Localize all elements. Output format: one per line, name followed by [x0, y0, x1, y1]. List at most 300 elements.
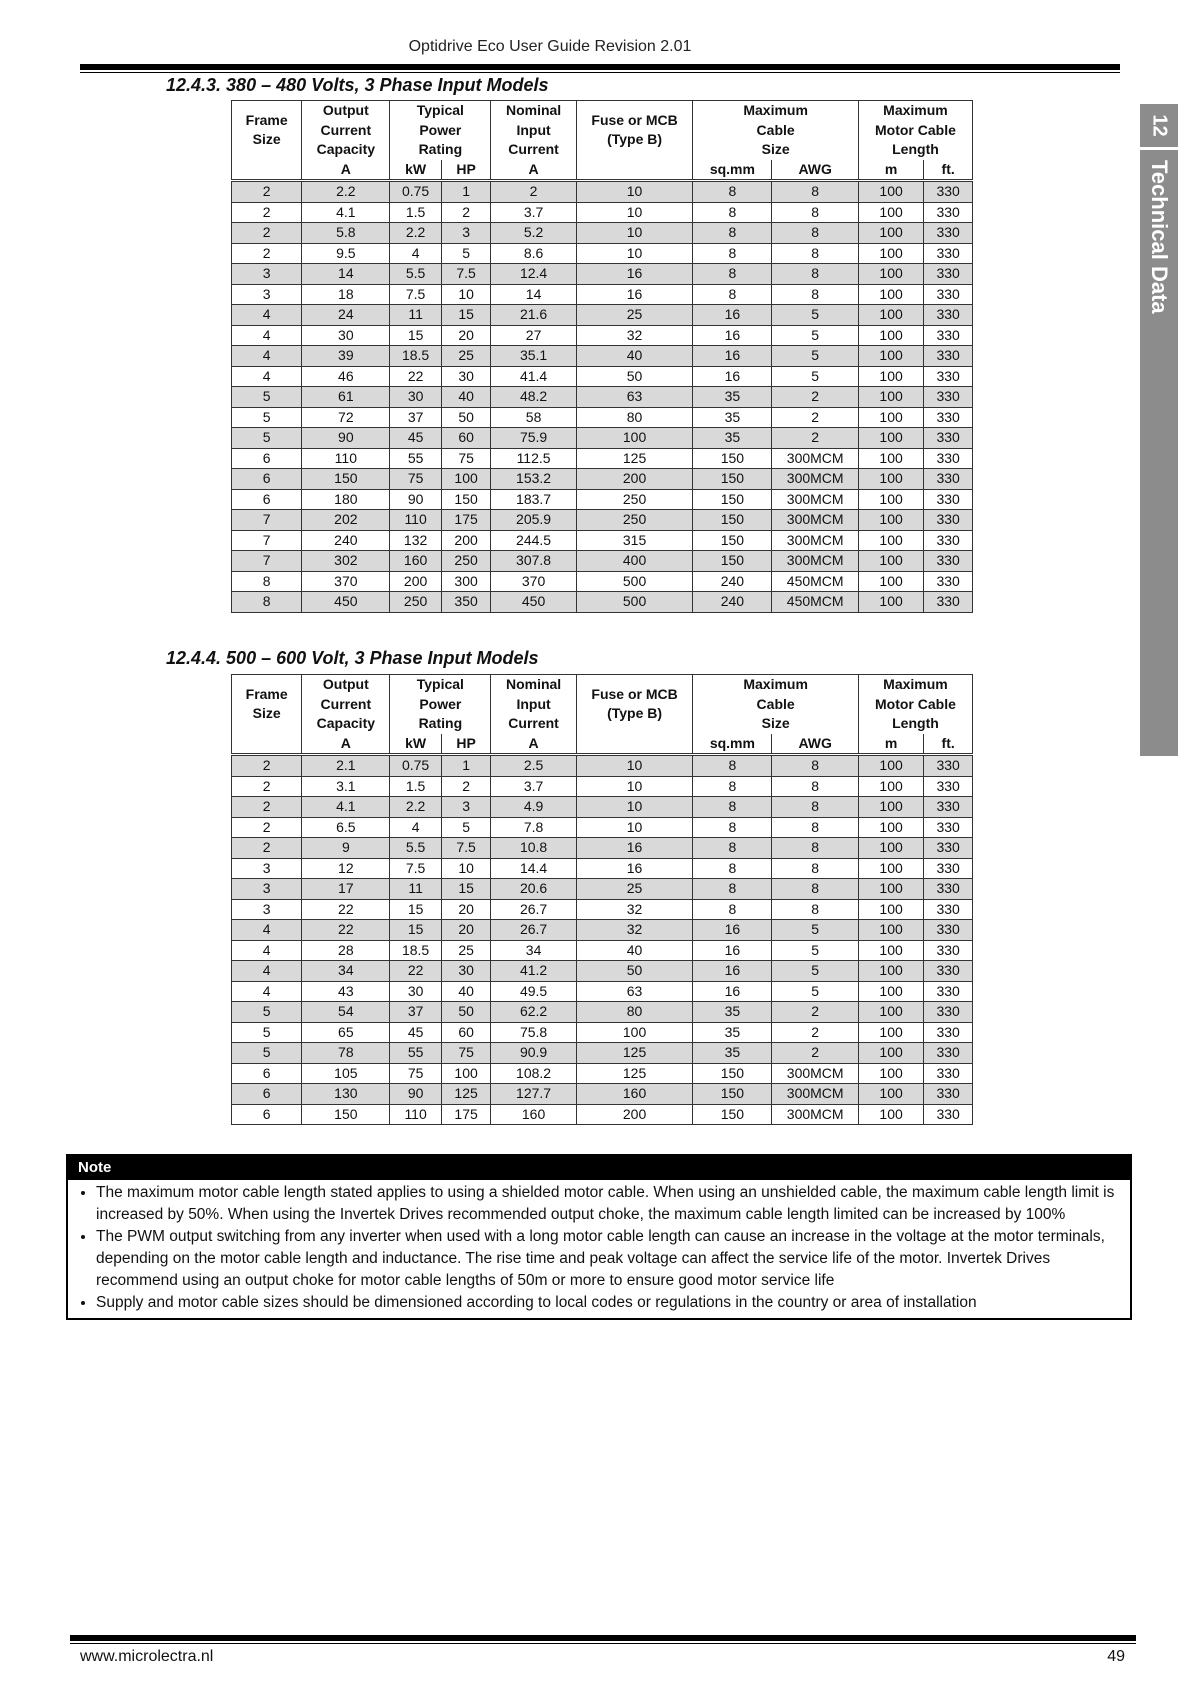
table-row: [232, 755, 973, 777]
table-cell: 5: [772, 366, 858, 387]
table-cell: 6: [232, 1104, 302, 1125]
table-cell: 5: [232, 1043, 302, 1064]
table-cell: 18.5: [390, 346, 442, 367]
table-cell: 8: [693, 284, 772, 305]
table-cell: 8: [772, 284, 858, 305]
table-row: [232, 981, 973, 1002]
table-cell: 25: [576, 879, 693, 900]
table-cell: 330: [924, 592, 973, 613]
table-row: [232, 387, 973, 408]
table-cell: 240: [693, 571, 772, 592]
table-cell: 240: [302, 530, 390, 551]
table-cell: 9: [302, 838, 390, 859]
table-cell: 100: [858, 981, 923, 1002]
table-cell: 132: [390, 530, 442, 551]
table-cell: 46: [302, 366, 390, 387]
table-cell: 63: [576, 387, 693, 408]
table-cell: 250: [576, 489, 693, 510]
footer-website: www.microlectra.nl: [80, 1648, 214, 1665]
table-cell: 175: [441, 510, 490, 531]
table-cell: 15: [441, 305, 490, 326]
unit-a-input: A: [491, 734, 576, 755]
unit-awg: AWG: [772, 160, 858, 181]
table-cell: 2.2: [390, 797, 442, 818]
table-cell: 2: [232, 776, 302, 797]
table-cell: 26.7: [491, 920, 576, 941]
table-cell: 150: [693, 489, 772, 510]
unit-ft: ft.: [924, 160, 973, 181]
note-item: • The maximum motor cable length stated applies to using a shielded motor cable. When using an unshielded cable, the maximum cable length limit is increased by 50%. When using the Invertek Drives recommended output choke, the maximum cable length limited can be increased by 100%: [96, 1182, 1122, 1226]
table-cell: 302: [302, 551, 390, 572]
table-cell: 61: [302, 387, 390, 408]
table-cell: 7: [232, 530, 302, 551]
table-cell: 330: [924, 551, 973, 572]
table-cell: 60: [441, 428, 490, 449]
table-cell: 100: [858, 1104, 923, 1125]
table-row: [232, 469, 973, 490]
table-cell: 60: [441, 1022, 490, 1043]
table-cell: 50: [441, 407, 490, 428]
table-cell: 8: [772, 879, 858, 900]
table-cell: 8: [693, 899, 772, 920]
table-cell: 2: [772, 387, 858, 408]
table-cell: 16: [693, 325, 772, 346]
table-cell: 330: [924, 284, 973, 305]
table-cell: 15: [390, 920, 442, 941]
table-cell: 127.7: [491, 1084, 576, 1105]
table-cell: 4: [232, 305, 302, 326]
table-cell: 4: [390, 243, 442, 264]
table-row: [232, 181, 973, 203]
table-cell: 8: [772, 776, 858, 797]
table-row: [232, 366, 973, 387]
table-cell: 3: [232, 284, 302, 305]
table-row: [232, 961, 973, 982]
table-cell: 16: [693, 366, 772, 387]
table-cell: 3.7: [491, 202, 576, 223]
table-cell: 160: [576, 1084, 693, 1105]
unit-sqmm: sq.mm: [693, 160, 772, 181]
table-cell: 8: [693, 817, 772, 838]
table-cell: 100: [858, 1022, 923, 1043]
table-cell: 450: [302, 592, 390, 613]
table-cell: 8: [772, 838, 858, 859]
note-box: [66, 1154, 1132, 1320]
table-cell: 307.8: [491, 551, 576, 572]
table-cell: 108.2: [491, 1063, 576, 1084]
table-cell: 3.7: [491, 776, 576, 797]
table-row: [232, 858, 973, 879]
table-cell: 300MCM: [772, 469, 858, 490]
table-cell: 150: [693, 469, 772, 490]
table-row: [232, 325, 973, 346]
table-cell: 18.5: [390, 940, 442, 961]
table-cell: 6: [232, 469, 302, 490]
table-cell: 3: [232, 858, 302, 879]
table-cell: 90.9: [491, 1043, 576, 1064]
table-cell: 22: [390, 961, 442, 982]
table-cell: 22: [302, 899, 390, 920]
col-max-cable: Maximum Cable Size: [693, 675, 859, 734]
table-cell: 330: [924, 325, 973, 346]
table-cell: 100: [858, 755, 923, 777]
table-cell: 160: [390, 551, 442, 572]
col-max-cable: Maximum Cable Size: [693, 101, 859, 160]
table-cell: 16: [576, 838, 693, 859]
footer-rule-thin: [70, 1643, 1136, 1644]
note-item: • Supply and motor cable sizes should be dimensioned according to local codes or regulations in the country or area of installation: [96, 1292, 1122, 1314]
table-cell: 2: [232, 838, 302, 859]
table-cell: 150: [693, 1063, 772, 1084]
table-cell: 15: [390, 325, 442, 346]
table-cell: 8: [693, 797, 772, 818]
table-cell: 100: [441, 469, 490, 490]
table-cell: 100: [858, 858, 923, 879]
table-cell: 1.5: [390, 776, 442, 797]
table-row: [232, 1063, 973, 1084]
table-cell: 400: [576, 551, 693, 572]
table-cell: 32: [576, 325, 693, 346]
table-cell: 4: [232, 940, 302, 961]
table-cell: 330: [924, 981, 973, 1002]
table-cell: 450MCM: [772, 592, 858, 613]
table-row: [232, 1084, 973, 1105]
table-header-row: [232, 675, 973, 734]
table-cell: 12: [302, 858, 390, 879]
table-cell: 150: [302, 1104, 390, 1125]
note-heading: Note: [68, 1156, 1130, 1180]
unit-hp: HP: [441, 734, 490, 755]
table-cell: 2: [441, 202, 490, 223]
table-cell: 175: [441, 1104, 490, 1125]
table-cell: 1: [441, 181, 490, 203]
table-row: [232, 817, 973, 838]
table-cell: 100: [858, 366, 923, 387]
table-cell: 100: [858, 961, 923, 982]
table-cell: 3: [232, 899, 302, 920]
table-cell: 4: [232, 366, 302, 387]
table-cell: 4: [232, 961, 302, 982]
table-cell: 330: [924, 469, 973, 490]
table-cell: 100: [858, 387, 923, 408]
col-max-length: Maximum Motor Cable Length: [858, 101, 972, 160]
table-cell: 62.2: [491, 1002, 576, 1023]
table-cell: 110: [390, 510, 442, 531]
table-cell: 300MCM: [772, 1104, 858, 1125]
table-cell: 35: [693, 387, 772, 408]
table-row: [232, 510, 973, 531]
table-cell: 100: [858, 551, 923, 572]
table-cell: 125: [576, 448, 693, 469]
table-cell: 5: [772, 346, 858, 367]
table-cell: 125: [441, 1084, 490, 1105]
table-cell: 100: [858, 469, 923, 490]
table-cell: 75: [390, 469, 442, 490]
table-cell: 100: [858, 776, 923, 797]
table-cell: 200: [441, 530, 490, 551]
col-frame-size: Frame Size: [232, 101, 302, 160]
table-cell: 330: [924, 448, 973, 469]
table-cell: 200: [576, 469, 693, 490]
table-cell: 153.2: [491, 469, 576, 490]
table-cell: 58: [491, 407, 576, 428]
table-cell: 250: [441, 551, 490, 572]
table-cell: 5: [232, 407, 302, 428]
table-cell: 16: [693, 305, 772, 326]
table-cell: 100: [858, 510, 923, 531]
table-row: [232, 407, 973, 428]
table-cell: 7: [232, 551, 302, 572]
spec-table-500-600: [231, 674, 973, 1125]
table-cell: 330: [924, 181, 973, 203]
table-cell: 110: [302, 448, 390, 469]
table-cell: 2: [772, 1043, 858, 1064]
table-cell: 330: [924, 961, 973, 982]
table-cell: 20.6: [491, 879, 576, 900]
table-cell: 200: [390, 571, 442, 592]
table-cell: 8: [693, 858, 772, 879]
table-cell: 330: [924, 858, 973, 879]
table-cell: 7.5: [441, 264, 490, 285]
table-cell: 16: [693, 940, 772, 961]
table-cell: 40: [576, 346, 693, 367]
table-cell: 16: [693, 961, 772, 982]
table-cell: 202: [302, 510, 390, 531]
table-cell: 240: [693, 592, 772, 613]
table-cell: 8: [772, 223, 858, 244]
table-row: [232, 428, 973, 449]
table-cell: 34: [491, 940, 576, 961]
table-row: [232, 797, 973, 818]
unit-kw: kW: [390, 734, 442, 755]
table-cell: 8: [693, 202, 772, 223]
table-row: [232, 920, 973, 941]
table-cell: 11: [390, 879, 442, 900]
table-cell: 300MCM: [772, 1084, 858, 1105]
unit-m: m: [858, 160, 923, 181]
table-cell: 2: [232, 181, 302, 203]
table-cell: 130: [302, 1084, 390, 1105]
table-cell: 3: [232, 879, 302, 900]
table-cell: 8: [232, 571, 302, 592]
table-cell: 330: [924, 940, 973, 961]
table-cell: 7.5: [390, 858, 442, 879]
table-cell: 75.9: [491, 428, 576, 449]
table-cell: 41.2: [491, 961, 576, 982]
table-units-row: [232, 160, 973, 181]
unit-awg: AWG: [772, 734, 858, 755]
table-cell: 330: [924, 879, 973, 900]
table-cell: 150: [693, 530, 772, 551]
table-cell: 100: [858, 530, 923, 551]
table-cell: 100: [858, 1084, 923, 1105]
table-cell: 12.4: [491, 264, 576, 285]
table-cell: 500: [576, 592, 693, 613]
table-cell: 8: [772, 817, 858, 838]
table-cell: 8: [772, 858, 858, 879]
table-cell: 330: [924, 243, 973, 264]
table-cell: 30: [390, 981, 442, 1002]
table-cell: 16: [693, 346, 772, 367]
table-cell: 72: [302, 407, 390, 428]
table-cell: 100: [858, 920, 923, 941]
table-row: [232, 1104, 973, 1125]
table-cell: 4: [232, 981, 302, 1002]
table-cell: 45: [390, 428, 442, 449]
table-cell: 16: [576, 284, 693, 305]
table-cell: 8: [693, 181, 772, 203]
table-header-row: [232, 101, 973, 160]
col-typical-power: Typical Power Rating: [390, 101, 491, 160]
table-cell: 150: [302, 469, 390, 490]
table-cell: 10: [576, 202, 693, 223]
table-cell: 8: [232, 592, 302, 613]
table-cell: 4: [390, 817, 442, 838]
table-cell: 370: [302, 571, 390, 592]
table-cell: 15: [441, 879, 490, 900]
table-row: [232, 838, 973, 859]
table-cell: 200: [576, 1104, 693, 1125]
table-cell: 4.1: [302, 202, 390, 223]
table-cell: 4: [232, 325, 302, 346]
table-cell: 25: [441, 346, 490, 367]
chapter-number-text: 12: [1148, 114, 1171, 137]
table-cell: 7.5: [441, 838, 490, 859]
table-cell: 125: [576, 1063, 693, 1084]
table-cell: 20: [441, 899, 490, 920]
table-cell: 5: [772, 325, 858, 346]
table-cell: 40: [441, 981, 490, 1002]
table-cell: 100: [858, 489, 923, 510]
table-cell: 100: [858, 448, 923, 469]
table-cell: 30: [441, 961, 490, 982]
unit-blank: [232, 160, 302, 181]
table-row: [232, 448, 973, 469]
table-cell: 100: [576, 428, 693, 449]
table-cell: 100: [858, 899, 923, 920]
table-cell: 330: [924, 387, 973, 408]
table-cell: 35: [693, 428, 772, 449]
table-cell: 2: [232, 223, 302, 244]
table-cell: 30: [302, 325, 390, 346]
table-cell: 37: [390, 407, 442, 428]
unit-m: m: [858, 734, 923, 755]
table-cell: 5.2: [491, 223, 576, 244]
table-cell: 150: [693, 510, 772, 531]
table-cell: 27: [491, 325, 576, 346]
table-cell: 8: [693, 879, 772, 900]
table-cell: 43: [302, 981, 390, 1002]
table-cell: 330: [924, 1063, 973, 1084]
col-typical-power: Typical Power Rating: [390, 675, 491, 734]
table-cell: 20: [441, 920, 490, 941]
table-cell: 8: [693, 755, 772, 777]
table-cell: 10: [576, 223, 693, 244]
unit-a-input: A: [491, 160, 576, 181]
table-cell: 2: [772, 1022, 858, 1043]
table-cell: 330: [924, 899, 973, 920]
table-cell: 16: [693, 920, 772, 941]
table-cell: 78: [302, 1043, 390, 1064]
table-cell: 10: [576, 817, 693, 838]
table-cell: 75.8: [491, 1022, 576, 1043]
section-title-380-480: 12.4.3. 380 – 480 Volts, 3 Phase Input Models: [166, 75, 549, 95]
col-nominal-input: Nominal Input Current: [491, 101, 576, 160]
table-cell: 75: [441, 448, 490, 469]
table-cell: 100: [858, 407, 923, 428]
unit-kw: kW: [390, 160, 442, 181]
table-cell: 24: [302, 305, 390, 326]
table-cell: 41.4: [491, 366, 576, 387]
table-cell: 2: [441, 776, 490, 797]
table-cell: 100: [858, 305, 923, 326]
table-cell: 100: [858, 592, 923, 613]
section-title-500-600: 12.4.4. 500 – 600 Volt, 3 Phase Input Models: [166, 648, 539, 668]
table-cell: 110: [390, 1104, 442, 1125]
table-cell: 75: [390, 1063, 442, 1084]
table-cell: 65: [302, 1022, 390, 1043]
table-body-380-480: [232, 181, 973, 613]
table-cell: 100: [858, 284, 923, 305]
header-rule: [80, 64, 1120, 70]
unit-ft: ft.: [924, 734, 973, 755]
table-cell: 183.7: [491, 489, 576, 510]
table-cell: 100: [858, 428, 923, 449]
table-cell: 100: [441, 1063, 490, 1084]
table-cell: 100: [858, 346, 923, 367]
table-cell: 20: [441, 325, 490, 346]
table-cell: 10.8: [491, 838, 576, 859]
table-cell: 5: [232, 1002, 302, 1023]
table-cell: 2.5: [491, 755, 576, 777]
side-tab-inner: [1140, 104, 1178, 756]
table-cell: 7: [232, 510, 302, 531]
table-cell: 330: [924, 920, 973, 941]
table-cell: 25: [576, 305, 693, 326]
table-cell: 330: [924, 489, 973, 510]
table-row: [232, 489, 973, 510]
table-cell: 5: [772, 920, 858, 941]
table-row: [232, 202, 973, 223]
table-cell: 39: [302, 346, 390, 367]
table-cell: 330: [924, 1104, 973, 1125]
table-cell: 8: [772, 243, 858, 264]
table-cell: 8.6: [491, 243, 576, 264]
table-cell: 330: [924, 305, 973, 326]
table-cell: 330: [924, 1043, 973, 1064]
table-cell: 370: [491, 571, 576, 592]
col-frame-size: Frame Size: [232, 675, 302, 734]
table-cell: 35.1: [491, 346, 576, 367]
table-row: [232, 776, 973, 797]
table-cell: 250: [576, 510, 693, 531]
table-cell: 6: [232, 1084, 302, 1105]
table-row: [232, 305, 973, 326]
table-cell: 90: [302, 428, 390, 449]
spec-table-380-480: [231, 100, 973, 613]
table-row: [232, 243, 973, 264]
table-cell: 330: [924, 264, 973, 285]
table-cell: 315: [576, 530, 693, 551]
unit-blank: [232, 734, 302, 755]
table-cell: 100: [858, 202, 923, 223]
table-cell: 1: [441, 755, 490, 777]
table-cell: 100: [858, 223, 923, 244]
table-cell: 8: [772, 181, 858, 203]
col-nominal-input: Nominal Input Current: [491, 675, 576, 734]
table-cell: 50: [576, 366, 693, 387]
table-cell: 49.5: [491, 981, 576, 1002]
